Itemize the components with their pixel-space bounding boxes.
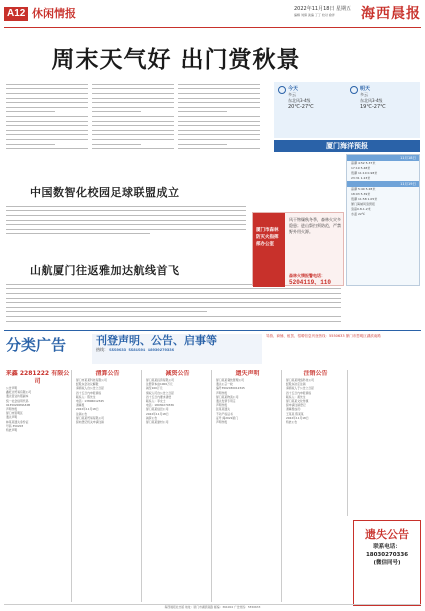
ad-line: 林某某遗失身份证 [6, 419, 29, 424]
ad-line: 联系人：李女士 [146, 399, 166, 404]
ad-column-head: 注销公告 [303, 370, 328, 377]
ad-line: 鑫旺达贸易有限公司 [6, 390, 32, 395]
hotline-number: 5550633 5581501 18030270336 [109, 349, 175, 353]
weather-today-cond: 多云 [288, 92, 296, 97]
classified-notice: 导游、商铺、租赁、招聘信息刊登热线：5550633 厦门市思明区湖滨南路 [266, 334, 381, 338]
weather-tomorrow-cond: 多云 [360, 92, 368, 97]
ad-line: 拟申请注销登记 [286, 403, 306, 408]
tide-row: 低潮 11:58 1.05米 [351, 197, 378, 201]
ad-line: 请债权人自公告之日起 [76, 386, 104, 391]
ad-line: 减资公告 [146, 415, 158, 420]
fire-office-label: 厦门市森林防灭火指挥部办公室 [253, 213, 285, 287]
weather-tomorrow-wind: 东北风3-4级 [360, 98, 383, 103]
ocean-forecast-bar: 厦门海洋预报 [274, 140, 420, 152]
ad-line: 注册资本由1000万元 [146, 382, 173, 387]
ad-line: 声明作废 [216, 420, 228, 425]
tide-row: 浪高0.8-1.2米 [351, 207, 371, 211]
text-line [6, 232, 246, 237]
article1-col3 [178, 82, 260, 152]
tide-table [346, 154, 420, 286]
ad-line: 2022年11月18日 [76, 407, 99, 412]
weather-today-temp: 20℃-27℃ [288, 104, 314, 110]
ad-line: 电话：13806012345 [76, 399, 104, 404]
weather-box [274, 82, 420, 138]
article1-col1 [6, 82, 88, 152]
ad-column-head: 减资公告 [165, 370, 190, 377]
ad-column-head: 来鑫 2281222 有限公司 [5, 370, 70, 385]
tide-row: 18:03 5.39米 [351, 192, 371, 196]
ad-line: 遗失声明 [6, 415, 18, 420]
article2-body [6, 204, 246, 240]
tide-date-1: 11月18日 [347, 155, 419, 161]
article3-body [6, 282, 341, 326]
ad-line: 四十五日内申报债权 [76, 390, 102, 395]
ad-line: 编号3502030012345 [216, 386, 245, 391]
text-line [6, 146, 88, 151]
ad-line: 电话：18030270336 [146, 403, 174, 408]
ad-line: 四十五日内要求清偿 [146, 394, 172, 399]
ad-column-head: 遗失声明 [235, 370, 260, 377]
ad-line: 2022年11月18日 [146, 411, 169, 416]
lost-notice-box [353, 520, 421, 606]
ad-line: 遗失发票专用章 [216, 399, 236, 404]
ad-line: 清算组 [76, 403, 85, 408]
ad-column [4, 370, 72, 602]
editor-line: 编辑 刘倩 美编 丁丁 校对 俞洋 [294, 13, 335, 17]
ad-column [144, 370, 212, 602]
tide-row: 低潮 11:10 0.98米 [351, 171, 378, 175]
ad-line: 四十五日内申报债权 [286, 390, 312, 395]
ad-line: 联系人：陈先生 [76, 394, 96, 399]
weather-today-wind: 东北风3-4级 [288, 98, 311, 103]
tide-row: 厦门海域风浪预报 [351, 202, 376, 206]
tide-row: 17:19 5.48米 [351, 166, 371, 170]
text-line [92, 146, 174, 151]
issue-date: 2022年11月18日 星期五 [294, 6, 352, 12]
ad-line: 声明作废 [216, 403, 228, 408]
ad-column [74, 370, 142, 602]
lost-tel-label: 联系电话： [373, 544, 401, 550]
ad-line: 号码 350203 [6, 423, 24, 428]
fire-slogan: 风干物燥秋冬季，森林火灾多隐患；进山祭扫须防范，严禁野外用火源。 [289, 217, 341, 234]
tide-row: 23:31 1.23米 [351, 176, 371, 180]
tide-row: 高潮 4:52 5.37米 [351, 161, 376, 165]
ad-line: 证号 闽2021厦门 [216, 415, 238, 420]
article3-title: 山航厦门往返雅加达航线首飞 [30, 264, 180, 277]
ad-line: 厦门某某投资有限公司 [146, 378, 174, 382]
ad-line: 债权人可自公告之日起 [146, 390, 174, 395]
text-line [178, 146, 260, 151]
weather-tomorrow-temp: 19℃-27℃ [360, 104, 386, 110]
fire-tel-number: 5204119、110 [289, 279, 332, 286]
ad-line: 91350200MA32B [6, 402, 31, 407]
ad-line: 经股东会决议解散 [76, 382, 99, 387]
tide-date-2: 11月19日 [347, 181, 419, 187]
classified-hotline-box [92, 334, 262, 364]
ad-line: 特此公告 [286, 420, 298, 425]
ad-line: 2022年11月18日 [286, 415, 309, 420]
cloud-icon [350, 86, 358, 94]
tide-row: 水温 22℃ [351, 212, 366, 216]
page-header [4, 4, 421, 28]
ad-line: 厦门某某文化传媒 [286, 399, 309, 404]
ad-line: 统一社会信用代码 [6, 398, 29, 403]
lost-tel-number: 18030270336 [365, 552, 409, 558]
ad-line: 声明作废 [6, 407, 18, 412]
ad-line: 王某某 陈某某 [286, 411, 304, 416]
ad-line: 减至100万元 [146, 386, 163, 391]
classified-tagline: 刊登声明、公告、启事等 [96, 334, 217, 347]
ad-line: 公告声明 [6, 386, 18, 390]
classified-header [4, 330, 421, 366]
ad-line: 联系人：黄先生 [286, 394, 306, 399]
tide-row: 高潮 5:40 5.28米 [351, 187, 376, 191]
ad-line: 厦门市思明区 [6, 411, 23, 416]
ad-line: 厦门某某贸易有限公司 [76, 415, 104, 420]
page-footer: 海西晨报社出版 地址：厦门市湖滨南路 邮编：361004 广告热线：5550633 [4, 604, 421, 609]
weather-today-label: 今天 [288, 86, 299, 92]
ad-line: 厦门某某网络科技公司 [286, 378, 314, 382]
ad-line: 注销公告 [76, 411, 88, 416]
weather-tomorrow-label: 明天 [360, 86, 371, 92]
ad-line: 张某某遗失 [216, 407, 230, 412]
ad-line: 厦门某某物流公司 [216, 394, 239, 399]
ad-line: 清算组成员： [286, 407, 303, 412]
ad-line: 请债权人于公告之日起 [286, 386, 314, 391]
ad-line: 厦门某某建材公司 [146, 420, 169, 425]
cloud-sun-icon [278, 86, 286, 94]
ad-line: 厦门某某信息公司 [146, 407, 169, 412]
ad-column [284, 370, 348, 516]
ad-line: 声明作废 [216, 390, 228, 395]
ad-line: 遗失公章一枚 [216, 382, 233, 387]
ad-line: 特此声明 [6, 428, 18, 433]
hotline-label: 热线： [96, 347, 108, 352]
page-number: A12 [4, 7, 28, 21]
main-headline: 周末天气好 出门赏秋景 [51, 47, 301, 73]
ad-column-head: 清算公告 [95, 370, 120, 377]
article2-title: 中国数智化校园足球联盟成立 [30, 186, 180, 199]
ad-line: 遗失营业执照副本 [6, 394, 29, 399]
ad-column [214, 370, 282, 602]
article1-col2 [92, 82, 174, 152]
ad-line: 厦门市某某科技有限公司 [76, 378, 107, 382]
text-line [6, 319, 341, 324]
classified-title: 分类广告 [6, 336, 67, 354]
ad-line: 不动产权证书 [216, 411, 233, 416]
newspaper-logo: 海西晨报 [361, 6, 421, 22]
fire-safety-notice [252, 212, 344, 286]
ad-line: 厦门某某餐饮管理公司 [216, 378, 244, 382]
ad-line: 拟向登记机关申请注销 [76, 420, 104, 425]
lost-notice-title: 遗失公告 [365, 528, 409, 541]
ad-line: 经股东决定注销 [286, 382, 306, 387]
fire-tel-label: 森林火情报警电话： [289, 273, 325, 278]
section-title: 休闲情报 [32, 7, 76, 20]
lost-tel-note: (微信同号) [373, 560, 401, 566]
